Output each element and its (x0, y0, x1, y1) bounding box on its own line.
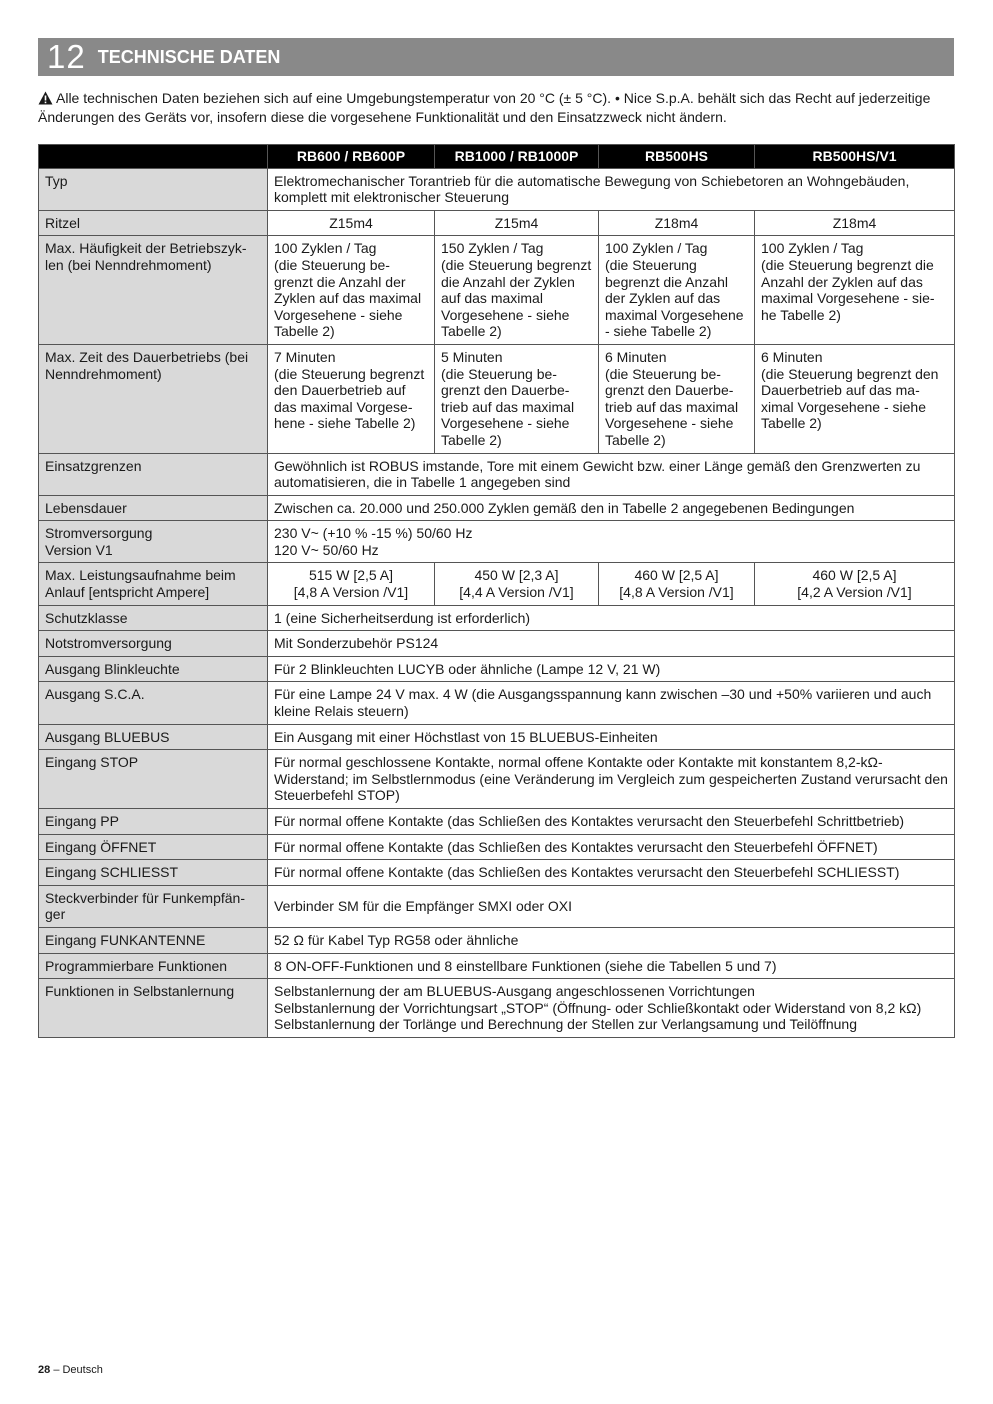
row-value: Für eine Lampe 24 V max. 4 W (die Ausgangsspannung kann zwischen –30 und +50% variieren und auch kleine Relais steuern) (268, 682, 955, 724)
table-row (39, 750, 955, 809)
table-row (39, 656, 955, 682)
cell-value: Z18m4 (755, 210, 955, 236)
table-row (39, 927, 955, 953)
row-value: Für normal geschlossene Kontakte, normal offene Kontakte oder Kontakte mit konstantem 8,2-kΩ-Widerstand; im Selbstlernmodus (eine Veränderung im Vergleich zum gespeicherten Zustand verursacht den Steuerbefehl STOP) (268, 750, 955, 809)
cell-value: 450 W [2,3 A] [4,4 A Version /V1] (435, 563, 599, 605)
header-blank (39, 145, 268, 169)
cell-value: Z15m4 (435, 210, 599, 236)
cell-value: 460 W [2,5 A] [4,2 A Version /V1] (755, 563, 955, 605)
row-label: Ausgang S.C.A. (39, 682, 268, 724)
table-header-row (39, 145, 955, 169)
row-label: Ausgang BLUEBUS (39, 724, 268, 750)
section-number: 12 (47, 38, 86, 75)
table-row (39, 860, 955, 886)
warning-text: Alle technischen Daten beziehen sich auf eine Umgebungstemperatur von 20 °C (± 5 °C). • Nice S.p.A. behält sich das Recht auf jederzeitige Änderungen des Geräts vor, insofern diese die vorgesehene Funktionalität und den Einsatzzweck nicht ändern. (38, 90, 931, 125)
column-header: RB600 / RB600P (268, 145, 435, 169)
row-label: Eingang PP (39, 809, 268, 835)
table-row (39, 521, 955, 563)
cell-value: 100 Zyklen / Tag (die Steuerung begrenzt die Anzahl der Zyklen auf das maximal Vorgesehene - siehe Tabelle 2) (599, 236, 755, 345)
cell-value: 7 Minuten (die Steuerung begrenzt den Dauerbetrieb auf das maximal Vorgese-hene - siehe Tabelle 2) (268, 344, 435, 453)
column-header: RB500HS (599, 145, 755, 169)
table-row (39, 724, 955, 750)
row-value: Für normal offene Kontakte (das Schließen des Kontaktes verursacht den Steuerbefehl Schrittbetrieb) (268, 809, 955, 835)
row-label: Steckverbinder für Funkempfän-ger (39, 885, 268, 927)
footer-language: – Deutsch (53, 1364, 103, 1376)
table-row (39, 495, 955, 521)
row-value: 8 ON-OFF-Funktionen und 8 einstellbare Funktionen (siehe die Tabellen 5 und 7) (268, 953, 955, 979)
table-row (39, 236, 955, 345)
cell-value: 6 Minuten (die Steuerung be-grenzt den Dauerbe-trieb auf das maximal Vorgesehene - siehe Tabelle 2) (599, 344, 755, 453)
table-row (39, 809, 955, 835)
row-value: Verbinder SM für die Empfänger SMXI oder OXI (268, 885, 955, 927)
warning-icon (38, 91, 53, 109)
row-value: Für 2 Blinkleuchten LUCYB oder ähnliche (Lampe 12 V, 21 W) (268, 656, 955, 682)
row-label: Notstromversorgung (39, 631, 268, 657)
row-label: Eingang STOP (39, 750, 268, 809)
cell-value: 150 Zyklen / Tag (die Steuerung begrenzt die Anzahl der Zyklen auf das maximal Vorgesehene - siehe Tabelle 2) (435, 236, 599, 345)
row-label: Max. Leistungsaufnahme beim Anlauf [entspricht Ampere] (39, 563, 268, 605)
row-label: Einsatzgrenzen (39, 453, 268, 495)
spec-table (38, 144, 955, 1038)
warning-note (38, 90, 956, 126)
table-row (39, 979, 955, 1038)
row-label: Max. Zeit des Dauerbetriebs (bei Nenndrehmoment) (39, 344, 268, 453)
row-label: Ritzel (39, 210, 268, 236)
row-value: Mit Sonderzubehör PS124 (268, 631, 955, 657)
table-row (39, 885, 955, 927)
table-row (39, 682, 955, 724)
cell-value: 460 W [2,5 A] [4,8 A Version /V1] (599, 563, 755, 605)
row-label: Eingang SCHLIESST (39, 860, 268, 886)
row-label: Eingang FUNKANTENNE (39, 927, 268, 953)
row-label: Typ (39, 168, 268, 210)
row-label: Ausgang Blinkleuchte (39, 656, 268, 682)
cell-value: 5 Minuten (die Steuerung be-grenzt den Dauerbe-trieb auf das maximal Vorgesehene - siehe Tabelle 2) (435, 344, 599, 453)
row-value: Für normal offene Kontakte (das Schließen des Kontaktes verursacht den Steuerbefehl ÖFFNET) (268, 834, 955, 860)
page-number: 28 (38, 1364, 51, 1376)
row-label: Eingang ÖFFNET (39, 834, 268, 860)
row-value: 230 V~ (+10 % -15 %) 50/60 Hz 120 V~ 50/60 Hz (268, 521, 955, 563)
cell-value: 6 Minuten (die Steuerung begrenzt den Dauerbetrieb auf das ma-ximal Vorgesehene - siehe Tabelle 2) (755, 344, 955, 453)
row-value: Für normal offene Kontakte (das Schließen des Kontaktes verursacht den Steuerbefehl SCHLIESST) (268, 860, 955, 886)
table-row (39, 631, 955, 657)
row-value: Zwischen ca. 20.000 und 250.000 Zyklen gemäß den in Tabelle 2 angegebenen Bedingungen (268, 495, 955, 521)
table-row (39, 605, 955, 631)
table-row (39, 453, 955, 495)
cell-value: Z15m4 (268, 210, 435, 236)
section-header (38, 38, 954, 76)
table-row (39, 344, 955, 453)
section-title: TECHNISCHE DATEN (97, 46, 281, 67)
cell-value: 100 Zyklen / Tag (die Steuerung begrenzt die Anzahl der Zyklen auf das maximal Vorgesehene - sie-he Tabelle 2) (755, 236, 955, 345)
column-header: RB1000 / RB1000P (435, 145, 599, 169)
row-value: Selbstanlernung der am BLUEBUS-Ausgang angeschlossenen Vorrichtungen Selbstanlernung der Vorrichtungsart „STOP“ (Öffnung- oder Schließkontakt oder Widerstand von 8,2 kΩ) Selbstanlernung der Torlänge und Berechnung der Stellen zur Verlangsamung und Teilöffnung (268, 979, 955, 1038)
row-value: 1 (eine Sicherheitserdung ist erforderlich) (268, 605, 955, 631)
cell-value: 100 Zyklen / Tag (die Steuerung be-grenzt die Anzahl der Zyklen auf das maximal Vorgesehene - siehe Tabelle 2) (268, 236, 435, 345)
row-label: Max. Häufigkeit der Betriebszyk-len (bei Nenndrehmoment) (39, 236, 268, 345)
row-label: Lebensdauer (39, 495, 268, 521)
table-row (39, 834, 955, 860)
row-value: 52 Ω für Kabel Typ RG58 oder ähnliche (268, 927, 955, 953)
table-row (39, 563, 955, 605)
table-row (39, 953, 955, 979)
table-row (39, 168, 955, 210)
row-label: Stromversorgung Version V1 (39, 521, 268, 563)
row-label: Funktionen in Selbstanlernung (39, 979, 268, 1038)
page-footer (38, 1364, 103, 1376)
column-header: RB500HS/V1 (755, 145, 955, 169)
cell-value: Z18m4 (599, 210, 755, 236)
row-value: Gewöhnlich ist ROBUS imstande, Tore mit einem Gewicht bzw. einer Länge gemäß den Grenzwerten zu automatisieren, die in Tabelle 1 angegeben sind (268, 453, 955, 495)
row-value: Ein Ausgang mit einer Höchstlast von 15 BLUEBUS-Einheiten (268, 724, 955, 750)
row-label: Programmierbare Funktionen (39, 953, 268, 979)
cell-value: 515 W [2,5 A] [4,8 A Version /V1] (268, 563, 435, 605)
row-value: Elektromechanischer Torantrieb für die automatische Bewegung von Schiebetoren an Wohngebäuden, komplett mit elektronischer Steuerung (268, 168, 955, 210)
row-label: Schutzklasse (39, 605, 268, 631)
table-row (39, 210, 955, 236)
